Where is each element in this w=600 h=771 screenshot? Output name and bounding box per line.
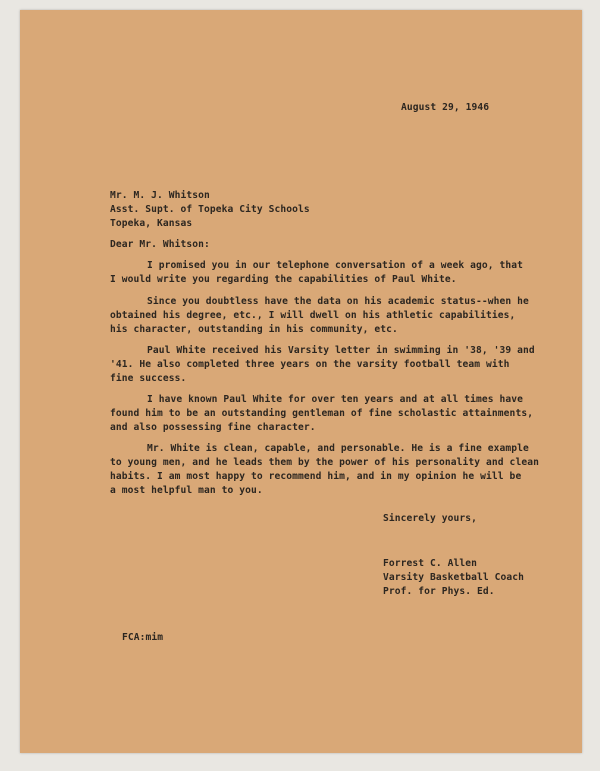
paragraph-2-line-3: his character, outstanding in his community, etc. <box>110 324 398 335</box>
paragraph-1-line-1: I promised you in our telephone conversation of a week ago, that <box>147 260 524 271</box>
paragraph-5-line-4: a most helpful man to you. <box>110 485 263 496</box>
paragraph-3-line-2: '41. He also completed three years on the varsity football team with <box>110 359 510 370</box>
signature-name: Forrest C. Allen <box>383 558 478 569</box>
paragraph-5-line-2: to young men, and he leads them by the power of his personality and clean <box>110 457 539 468</box>
paragraph-1-line-2: I would write you regarding the capabilities of Paul White. <box>110 274 457 285</box>
paragraph-5-line-3: habits. I am most happy to recommend him, and in my opinion he will be <box>110 471 522 482</box>
recipient-title: Asst. Supt. of Topeka City Schools <box>110 204 310 215</box>
letter-date: August 29, 1946 <box>401 102 490 113</box>
letter-page <box>20 10 582 753</box>
paragraph-2-line-1: Since you doubtless have the data on his academic status--when he <box>147 296 529 307</box>
signature-department: Prof. for Phys. Ed. <box>383 586 495 597</box>
recipient-name: Mr. M. J. Whitson <box>110 190 210 201</box>
paragraph-4-line-2: found him to be an outstanding gentleman of fine scholastic attainments, <box>110 408 534 419</box>
paragraph-4-line-3: and also possessing fine character. <box>110 422 316 433</box>
paragraph-3-line-3: fine success. <box>110 373 187 384</box>
signature-title: Varsity Basketball Coach <box>383 572 525 583</box>
recipient-city: Topeka, Kansas <box>110 218 193 229</box>
salutation: Dear Mr. Whitson: <box>110 239 210 250</box>
closing: Sincerely yours, <box>383 513 478 524</box>
paragraph-3-line-1: Paul White received his Varsity letter in swimming in '38, '39 and <box>147 345 535 356</box>
paragraph-5-line-1: Mr. White is clean, capable, and personable. He is a fine example <box>147 443 529 454</box>
paragraph-4-line-1: I have known Paul White for over ten years and at all times have <box>147 394 524 405</box>
typist-initials: FCA:mim <box>122 632 164 643</box>
paragraph-2-line-2: obtained his degree, etc., I will dwell on his athletic capabilities, <box>110 310 516 321</box>
